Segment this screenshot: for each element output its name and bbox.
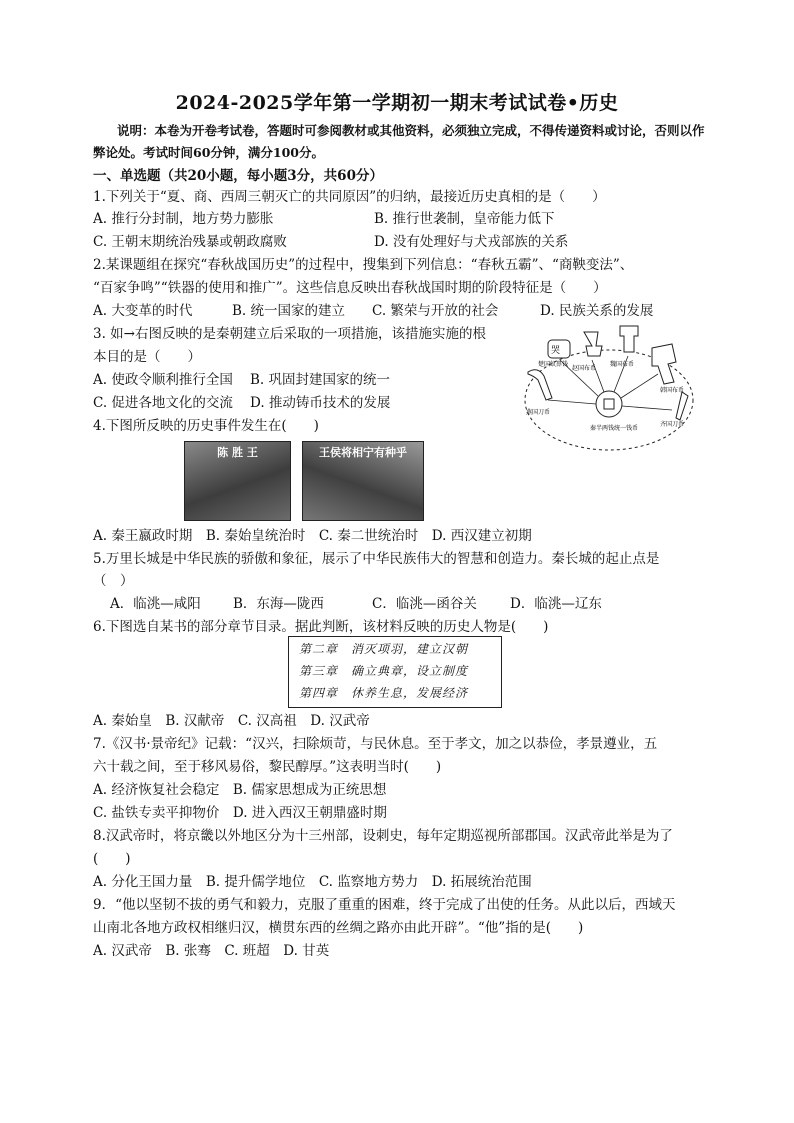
wei-coin-icon bbox=[620, 326, 638, 352]
q5-option-b: B．东海—陇西 bbox=[233, 596, 324, 612]
svg-text:哭: 哭 bbox=[551, 346, 561, 356]
q3-stem-line1: 3. 如→右图反映的是秦朝建立后采取的一项措施，该措施实施的根 bbox=[93, 326, 486, 342]
q5-option-a: A．临洮—咸阳 bbox=[110, 596, 201, 612]
q3-option-d: D. 推动铸币技术的发展 bbox=[250, 395, 391, 411]
q8-stem-line2: ( ) bbox=[93, 851, 131, 867]
q7-stem-line1: 7.《汉书·景帝纪》记载：“汉兴，扫除烦苛，与民休息。至于孝文，加之以恭俭，孝景遵业，五 bbox=[93, 736, 658, 752]
han-coin-label: 韩国布币 bbox=[660, 387, 685, 394]
q7-options-cd: C. 盐铁专卖平抑物价 D. 进入西汉王朝鼎盛时期 bbox=[93, 805, 387, 821]
toc-row: 第二章 消灭项羽，建立汉朝 bbox=[299, 642, 469, 656]
q5-stem-line2: （ ） bbox=[93, 573, 134, 589]
wei-coin-label: 魏国布币 bbox=[610, 361, 635, 368]
q8-options: A. 分化王国力量 B. 提升儒学地位 C. 监察地方势力 D. 拓展统治范围 bbox=[93, 874, 532, 890]
q2-option-d: D. 民族关系的发展 bbox=[540, 303, 654, 319]
q1-option-b: B. 推行世袭制，皇帝能力低下 bbox=[374, 211, 555, 227]
qi-knife-coin-icon bbox=[676, 392, 688, 420]
picture-1-caption: 陈 胜 王 bbox=[217, 446, 258, 459]
section-title: 一、单选题（共20小题，每小题3分，共60分） bbox=[93, 168, 383, 184]
q1-option-c: C. 王朝末期统治残暴或朝政腐败 bbox=[93, 234, 287, 250]
page-title: 2024-2025学年第一学期初一期末考试试卷•历史 bbox=[175, 92, 619, 114]
q3-stem-line2: 本目的是（ ） bbox=[93, 349, 201, 365]
chu-coin-label: 楚国蚁鼻钱 bbox=[538, 361, 569, 368]
q1-option-d: D. 没有处理好与犬戎部族的关系 bbox=[374, 234, 569, 250]
uprising-picture-2 bbox=[302, 441, 424, 521]
q4-options: A. 秦王嬴政时期 B. 秦始皇统治时 C. 秦二世统治时 D. 西汉建立初期 bbox=[93, 528, 532, 544]
exam-instructions: 说明：本卷为开卷考试卷，答题时可参阅教材或其他资料，必须独立完成，不得传递资料或讨论，否则以作弊论处。考试时间60分钟，满分100分。 bbox=[93, 123, 705, 160]
q2-option-a: A. 大变革的时代 bbox=[93, 303, 193, 319]
q3-option-a: A. 使政令顺利推行全国 bbox=[93, 372, 233, 388]
han-coin-icon bbox=[652, 344, 676, 384]
q3-option-c: C. 促进各地文化的交流 bbox=[93, 395, 233, 411]
q2-stem-line1: 2.某课题组在探究“春秋战国历史”的过程中，搜集到下列信息：“春秋五霸”、“商鞅变法”、 bbox=[93, 257, 634, 273]
uprising-picture-1 bbox=[184, 441, 291, 521]
yan-knife-label: 燕国刀币 bbox=[526, 409, 551, 416]
book-contents-box bbox=[288, 636, 502, 708]
toc-row: 第四章 休养生息，发展经济 bbox=[299, 686, 469, 700]
q4-pictures bbox=[184, 441, 424, 519]
q1-stem: 1.下列关于“夏、商、西周三朝灭亡的共同原因”的归纳，最接近历史真相的是（ ） bbox=[93, 189, 606, 205]
q4-stem: 4.下图所反映的历史事件发生在( ) bbox=[93, 418, 319, 434]
zhao-coin-label: 赵国布币 bbox=[572, 365, 597, 372]
q8-stem-line1: 8.汉武帝时，将京畿以外地区分为十三州部，设刺史，每年定期巡视所部郡国。汉武帝此举是为了 bbox=[93, 828, 673, 844]
qi-knife-label: 齐国刀币 bbox=[660, 421, 685, 428]
q6-stem: 6.下图选自某书的部分章节目录。据此判断，该材料反映的历史人物是( ) bbox=[93, 619, 549, 635]
q9-options: A. 汉武帝 B. 张骞 C. 班超 D. 甘英 bbox=[93, 943, 330, 959]
q9-stem-line1: 9．“他以坚韧不拔的勇气和毅力，克服了重重的困难，终于完成了出使的任务。从此以后，西域天 bbox=[93, 897, 676, 913]
q2-option-b: B. 统一国家的建立 bbox=[232, 303, 346, 319]
q5-option-c: C．临洮—函谷关 bbox=[372, 596, 477, 612]
q7-options-ab: A. 经济恢复社会稳定 B. 儒家思想成为正统思想 bbox=[93, 782, 387, 798]
q3-option-b: B. 巩固封建国家的统一 bbox=[250, 372, 391, 388]
q6-options: A. 秦始皇 B. 汉献帝 C. 汉高祖 D. 汉武帝 bbox=[93, 713, 370, 729]
q2-option-c: C. 繁荣与开放的社会 bbox=[372, 303, 499, 319]
coin-unification-diagram bbox=[520, 322, 698, 454]
q5-option-d: D．临洮—辽东 bbox=[510, 596, 602, 612]
q7-stem-line2: 六十载之间，至于移风易俗，黎民醇厚。”这表明当时( ) bbox=[93, 759, 442, 775]
q5-stem-line1: 5.万里长城是中华民族的骄傲和象征，展示了中华民族伟大的智慧和创造力。秦长城的起止点是 bbox=[93, 551, 660, 567]
q1-option-a: A. 推行分封制，地方势力膨胀 bbox=[93, 211, 274, 227]
toc-row: 第三章 确立典章，设立制度 bbox=[299, 664, 469, 678]
q2-stem-line2: “百家争鸣”“铁器的使用和推广”。这些信息反映出春秋战国时期的阶段特征是（ ） bbox=[93, 280, 607, 296]
yan-knife-coin-icon bbox=[528, 370, 552, 400]
q9-stem-line2: 山南北各地方政权相继归汉，横贯东西的丝绸之路亦由此开辟”。“他”指的是( ) bbox=[93, 920, 584, 936]
picture-2-caption: 王侯将相宁有种乎 bbox=[319, 446, 407, 459]
zhao-coin-icon bbox=[584, 332, 602, 356]
qin-coin-label: 秦半两钱统一钱币 bbox=[590, 425, 639, 432]
